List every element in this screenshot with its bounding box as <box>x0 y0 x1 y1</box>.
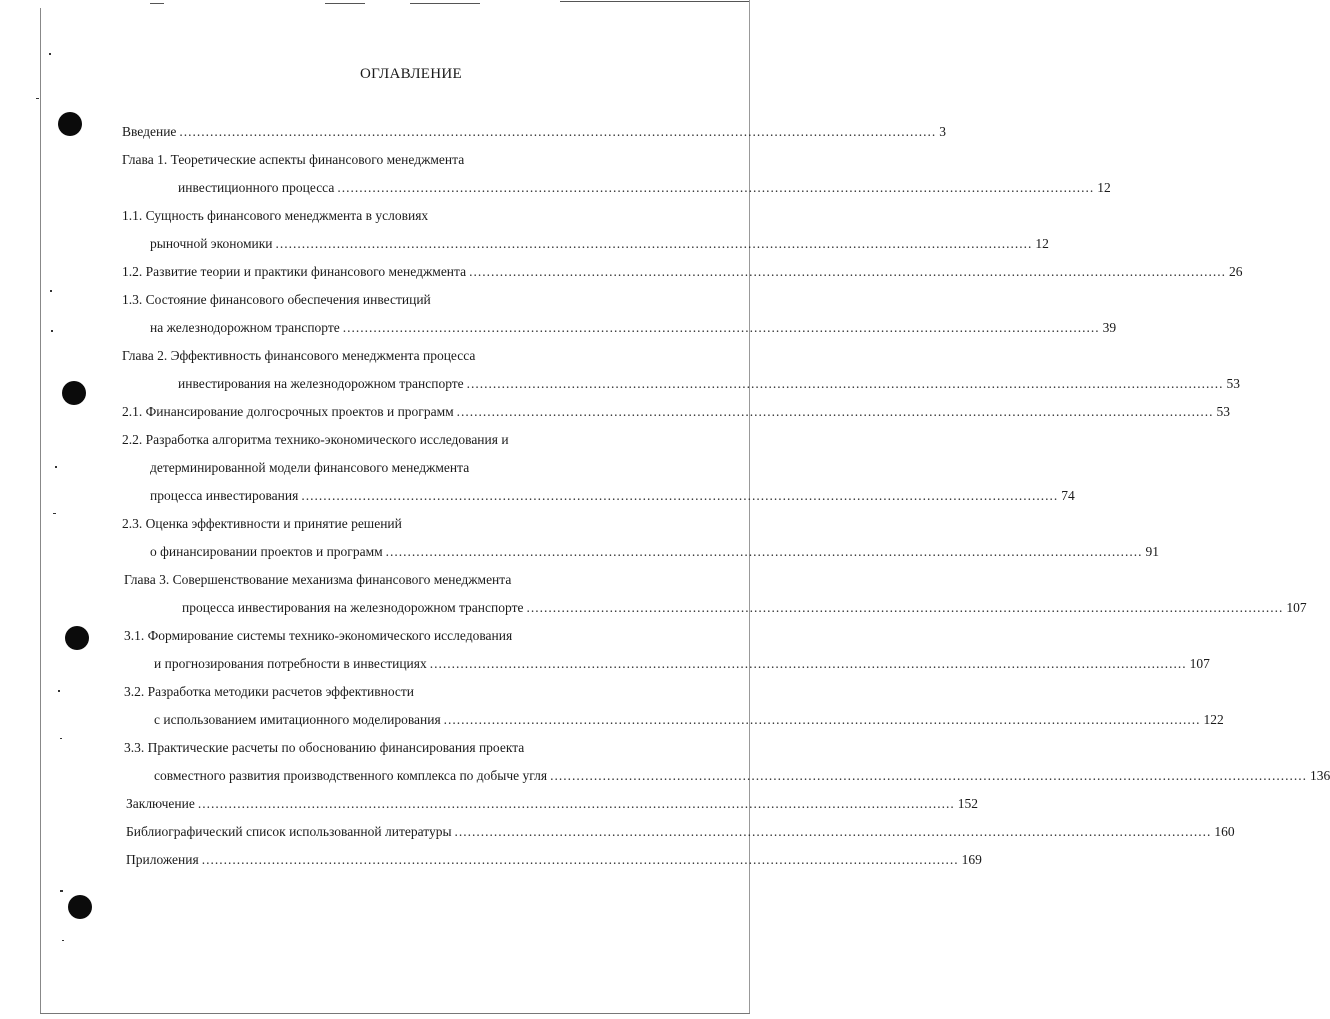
leader-dots: ............................................................................................................................................................................. <box>443 712 1201 727</box>
toc-entry-page: 169 <box>961 852 982 867</box>
toc-entry-page: 74 <box>1061 488 1075 503</box>
leader-dots: ............................................................................................................................................................................. <box>385 544 1143 559</box>
toc-entry <box>178 375 1241 393</box>
toc-entry <box>182 599 1307 617</box>
toc-entry <box>124 571 511 589</box>
toc-entry <box>122 347 475 365</box>
toc-entry-title: Введение <box>122 124 177 139</box>
toc-entry-page: 160 <box>1214 824 1235 839</box>
toc-entry <box>124 739 524 757</box>
leader-dots: ............................................................................................................................................................................. <box>275 236 1033 251</box>
leader-dots: ............................................................................................................................................................................. <box>454 824 1212 839</box>
toc-entry-title: о финансировании проектов и программ <box>150 544 383 559</box>
toc-entry-title: инвестиционного процесса <box>178 180 335 195</box>
toc-entry <box>150 459 469 477</box>
toc-entry-title: рыночной экономики <box>150 236 273 251</box>
toc-entry <box>154 711 1224 729</box>
toc-entry-page: 136 <box>1309 768 1330 783</box>
toc-entry <box>150 235 1049 253</box>
toc-entry <box>126 823 1235 841</box>
toc-entry <box>126 851 982 869</box>
toc-entry-title: Глава 3. Совершенствование механизма финансового менеджмента <box>124 572 512 587</box>
toc-entry <box>150 487 1075 505</box>
toc-entry-title: процесса инвестирования на железнодорожном транспорте <box>182 600 524 615</box>
toc-entry-title: процесса инвестирования <box>150 488 299 503</box>
toc-entry-title: и прогнозирования потребности в инвестициях <box>154 656 427 671</box>
leader-dots: ............................................................................................................................................................................. <box>469 264 1226 279</box>
toc-entry-title: инвестирования на железнодорожном транспорте <box>178 376 464 391</box>
toc-entry <box>124 627 512 645</box>
toc-entry <box>154 655 1210 673</box>
leader-dots: ............................................................................................................................................................................. <box>429 656 1187 671</box>
toc-entry-title: Глава 1. Теоретические аспекты финансового менеджмента <box>122 152 465 167</box>
toc-entry-page: 26 <box>1228 264 1243 279</box>
toc-entry-page: 122 <box>1203 712 1224 727</box>
toc-entry-title: 3.1. Формирование системы технико-экономического исследования <box>124 628 513 643</box>
leader-dots: ............................................................................................................................................................................. <box>201 852 959 867</box>
toc-entry-page: 3 <box>939 124 947 139</box>
page-title: ОГЛАВЛЕНИЕ <box>360 66 462 82</box>
leader-dots: ............................................................................................................................................................................. <box>179 124 937 139</box>
toc-entry-title: Глава 2. Эффективность финансового менеджмента процесса <box>122 348 476 363</box>
toc-entry-title: 2.1. Финансирование долгосрочных проектов и программ <box>122 404 454 419</box>
toc-entry-title: 3.3. Практические расчеты по обоснованию финансирования проекта <box>124 740 525 755</box>
leader-dots: ............................................................................................................................................................................. <box>466 376 1224 391</box>
toc-entry <box>154 767 1330 785</box>
toc-entry <box>122 403 1231 421</box>
toc-entry-title: совместного развития производственного комплекса по добыче угля <box>154 768 548 783</box>
toc-entry-page: 107 <box>1286 600 1307 615</box>
leader-dots: ............................................................................................................................................................................. <box>301 488 1059 503</box>
leader-dots: ............................................................................................................................................................................. <box>456 404 1214 419</box>
toc-entry-title: Библиографический список использованной литературы <box>126 824 452 839</box>
toc-entry <box>124 683 414 701</box>
toc-entry <box>178 179 1111 197</box>
toc-entry-page: 53 <box>1216 404 1231 419</box>
toc-entry-title: 1.3. Состояние финансового обеспечения инвестиций <box>122 292 431 307</box>
toc-entry <box>122 515 402 533</box>
toc-entry-title: детерминированной модели финансового менеджмента <box>150 460 470 475</box>
toc-entry <box>150 319 1117 337</box>
toc-entry-title: Заключение <box>126 796 195 811</box>
toc-entry-page: 152 <box>957 796 978 811</box>
toc-entry-page: 12 <box>1035 236 1049 251</box>
toc-entry <box>122 151 464 169</box>
toc-entry-title: 2.3. Оценка эффективности и принятие решений <box>122 516 402 531</box>
toc-entry-page: 107 <box>1189 656 1210 671</box>
toc-entry-title: 2.2. Разработка алгоритма технико-экономического исследования и <box>122 432 509 447</box>
toc-entry <box>122 123 947 141</box>
toc-entry-title: на железнодорожном транспорте <box>150 320 340 335</box>
leader-dots: ............................................................................................................................................................................. <box>550 768 1307 783</box>
toc-entry-page: 12 <box>1097 180 1111 195</box>
toc-entry-title: с использованием имитационного моделирования <box>154 712 441 727</box>
toc-entry <box>150 543 1160 561</box>
toc-entry <box>126 795 978 813</box>
leader-dots: ............................................................................................................................................................................. <box>342 320 1100 335</box>
toc-entry <box>122 291 431 309</box>
leader-dots: ............................................................................................................................................................................. <box>337 180 1095 195</box>
toc-entry <box>122 207 428 225</box>
leader-dots: ............................................................................................................................................................................. <box>197 796 955 811</box>
toc-entry <box>122 431 509 449</box>
toc-entry <box>122 263 1243 281</box>
toc-entry-title: 1.1. Сущность финансового менеджмента в условиях <box>122 208 429 223</box>
toc-entry-title: Приложения <box>126 852 199 867</box>
toc-entry-title: 3.2. Разработка методики расчетов эффективности <box>124 684 415 699</box>
toc-entry-page: 53 <box>1226 376 1241 391</box>
toc-entry-page: 39 <box>1102 320 1117 335</box>
leader-dots: ............................................................................................................................................................................. <box>526 600 1284 615</box>
toc-entry-page: 91 <box>1145 544 1160 559</box>
toc-entry-title: 1.2. Развитие теории и практики финансового менеджмента <box>122 264 467 279</box>
